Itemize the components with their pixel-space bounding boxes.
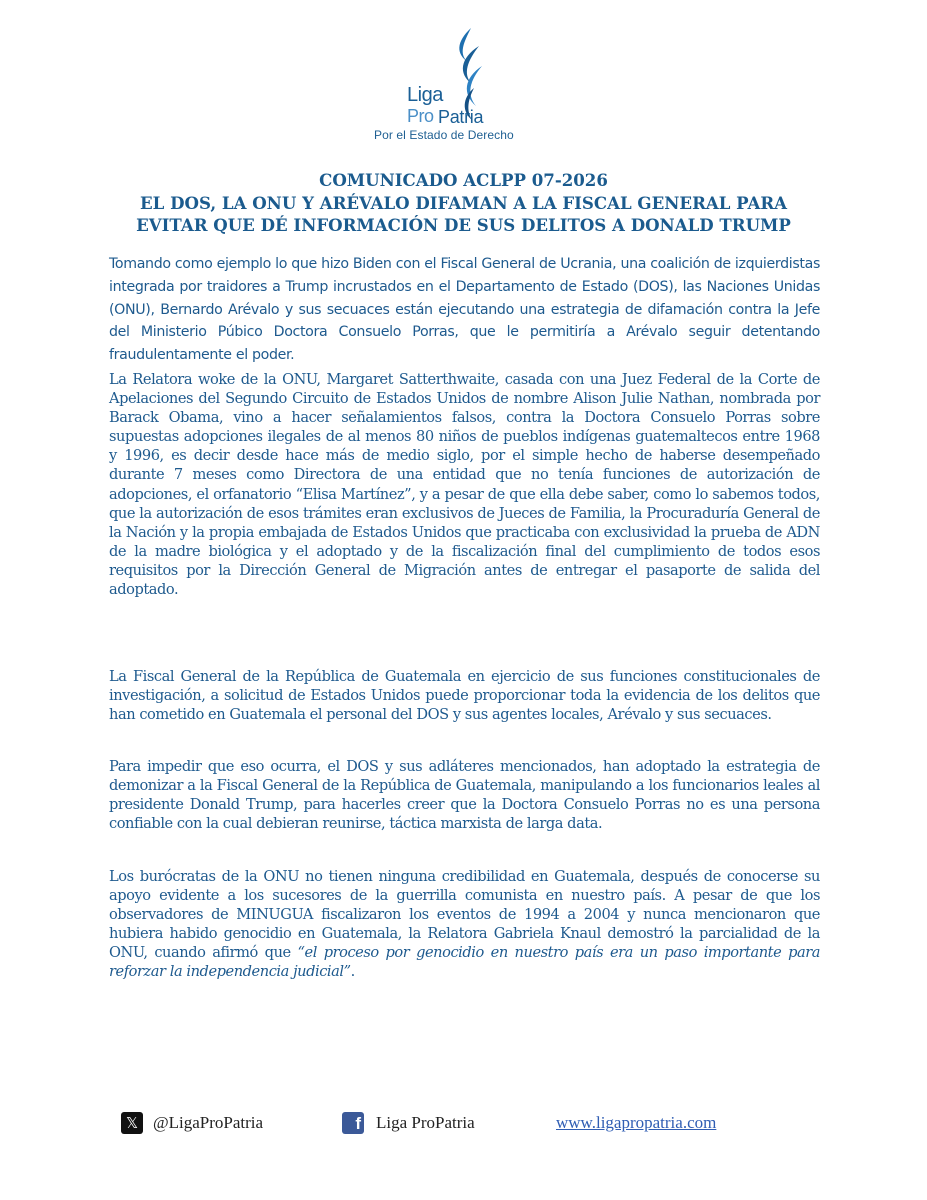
paragraph-end: . <box>350 963 355 981</box>
logo-word-liga: Liga <box>407 84 443 106</box>
logo-tagline: Por el Estado de Derecho <box>374 128 514 142</box>
body-paragraph: Para impedir que eso ocurra, el DOS y sus adláteres mencionados, han adoptado la estrategia de demonizar a la Fiscal General de la República de Guatemala, manipulando a los funcionarios leales al presidente Donald Trump, para hacerles creer que la Doctora Consuelo Porras no es una persona confiable con la cual debieran reunirse, táctica marxista de larga data. <box>109 758 820 833</box>
x-icon[interactable]: 𝕏 <box>121 1112 143 1134</box>
x-handle[interactable]: @LigaProPatria <box>153 1113 264 1132</box>
logo-word-patria: Patria <box>438 107 484 127</box>
footer <box>0 1110 927 1140</box>
title-line: EVITAR QUE DÉ INFORMACIÓN DE SUS DELITOS A DONALD TRUMP <box>136 215 791 235</box>
body-paragraph-last <box>109 867 820 982</box>
paragraph-text: Los burócratas de la ONU no tienen ninguna credibilidad en Guatemala, después de conocerse su apoyo evidente a los sucesores de la guerrilla comunista en nuestro país. A pesar de que los observadores de MINUGUA fiscalizaron los eventos de 1994 a 2004 y nunca mencionaron que hubiera habido genocidio en Guatemala, la Relatora Gabriela Knaul demostró la parcialidad de la ONU, cuando afirmó que <box>109 868 820 962</box>
body-paragraph: Tomando como ejemplo lo que hizo Biden con el Fiscal General de Ucrania, una coalición de izquierdistas integrada por traidores a Trump incrustados en el Departamento de Estado (DOS), las Naciones Unidas (ONU), Bernardo Arévalo y sus secuaces están ejecutando una estrategia de difamación contra la Jefe del Ministerio Púbico Doctora Consuelo Porras, que le permitiría a Arévalo seguir detentando fraudulentamente el poder. <box>109 256 820 364</box>
facebook-icon[interactable]: f <box>342 1112 364 1134</box>
italic-quote: “el proceso por genocidio en nuestro país era un paso importante para reforzar la independencia judicial” <box>109 944 820 981</box>
title-line: EL DOS, LA ONU Y ARÉVALO DIFAMAN A LA FISCAL GENERAL PARA <box>140 192 787 213</box>
website-link[interactable]: www.ligapropatria.com <box>556 1113 717 1132</box>
communique-title <box>110 169 817 237</box>
logo-word-pro: Pro <box>407 106 434 126</box>
title-line: COMUNICADO ACLPP 07-2026 <box>319 170 608 190</box>
facebook-page-name[interactable]: Liga ProPatria <box>376 1113 475 1132</box>
liga-propatria-logo <box>360 28 570 148</box>
body-paragraph: La Relatora woke de la ONU, Margaret Satterthwaite, casada con una Juez Federal de la Corte de Apelaciones del Segundo Circuito de Estados Unidos de nombre Alison Julie Nathan, nombrada por Barack Obama, vino a hacer señalamientos falsos, contra la Doctora Consuelo Porras sobre supuestas adopciones ilegales de al menos 80 niños de pueblos indígenas guatemaltecos entre 1968 y 1996, es decir desde hace más de medio siglo, por el simple hecho de haberse desempeñado durante 7 meses como Directora de una entidad que no tenía funciones de autorización de adopciones, el orfanatorio “Elisa Martínez”, y a pesar de que ella debe saber, como lo sabemos todos, que la autorización de esos trámites eran exclusivos de Jueces de Familia, la Procuraduría General de la Nación y la propia embajada de Estados Unidos que practicaba con exclusividad la prueba de ADN de la madre biológica y el adoptado y de la fiscalización final del cumplimiento de todos esos requisitos por la Dirección General de Migración antes de entregar el pasaporte de salida del adoptado. <box>109 371 820 599</box>
body-paragraph: La Fiscal General de la República de Guatemala en ejercicio de sus funciones constitucionales de investigación, a solicitud de Estados Unidos puede proporcionar toda la evidencia de los delitos que han cometido en Guatemala el personal del DOS y sus agentes locales, Arévalo y sus secuaces. <box>109 668 820 724</box>
